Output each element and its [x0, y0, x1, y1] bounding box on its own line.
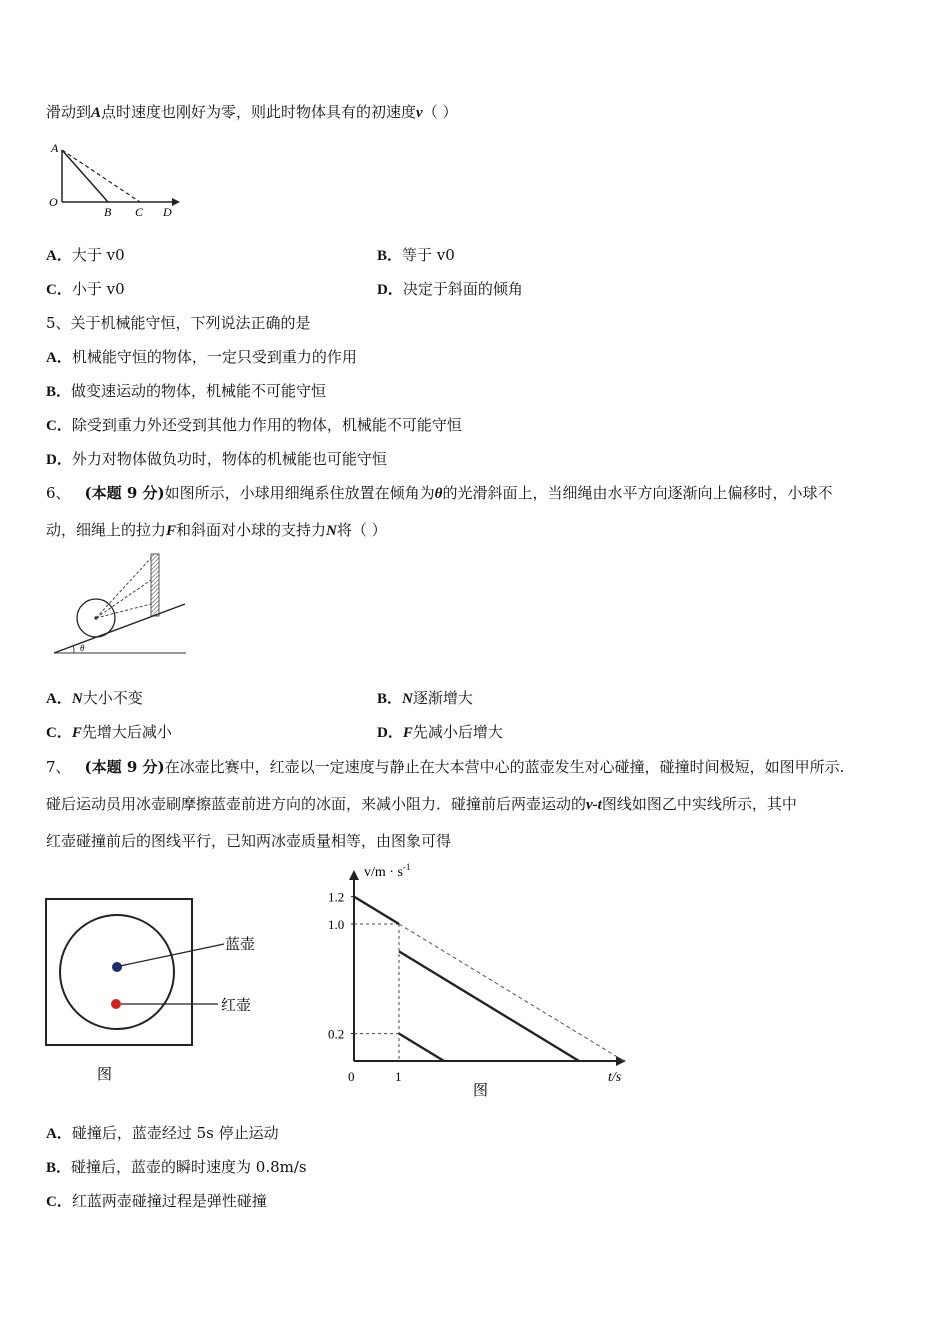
y-tick-label-0: 1.2 — [328, 889, 345, 905]
rope-3 — [96, 604, 151, 618]
sheet-frame — [46, 899, 192, 1045]
q7-option-a[interactable]: A．碰撞后，蓝壶经过 5s 停止运动 — [46, 1124, 279, 1142]
blue-label: 蓝壶 — [225, 937, 256, 953]
q7-stem-line1: 7、 (本题 9 分)在冰壶比赛中，红壶以一定速度与静止在大本营中心的蓝壶发生对心碰撞，碰撞时间极短，如图甲所示. — [46, 758, 845, 776]
wall — [151, 554, 159, 616]
q5-stem: 5、关于机械能守恒，下列说法正确的是 — [46, 314, 311, 332]
y-axis-arrow-icon — [349, 870, 359, 880]
q4-option-d[interactable]: D．决定于斜面的倾角 — [377, 280, 523, 298]
red-stone — [111, 999, 121, 1009]
q7-stem-line2: 碰后运动员用冰壶刷摩擦蓝壶前进方向的冰面，来减小阻力．碰撞前后两壶运动的v-t图线如图乙中实线所示，其中 — [46, 795, 797, 813]
blue-stone — [112, 962, 122, 972]
y-axis-label: $v/m \cdot s^{-1}$ — [364, 862, 411, 880]
incline-ab — [62, 150, 108, 202]
q4-option-b[interactable]: B．等于 v0 — [377, 246, 455, 264]
q7-stem-line3: 红壶碰撞前后的图线平行，已知两冰壶质量相等，由图象可得 — [46, 832, 452, 850]
chart-caption: 图 — [473, 1083, 489, 1099]
y-tick-label-1: 1.0 — [328, 917, 345, 932]
fig-left-caption: 图 — [97, 1067, 113, 1083]
axis-arrow-icon — [172, 198, 180, 206]
q5-option-d[interactable]: D．外力对物体做负功时，物体的机械能也可能守恒 — [46, 450, 387, 468]
rope-1 — [96, 558, 151, 618]
intro-line: 滑动到A点时速度也刚好为零，则此时物体具有的初速度v（ ） — [46, 103, 458, 121]
q6-stem-line2: 动，细绳上的拉力F和斜面对小球的支持力N将（ ） — [46, 521, 387, 539]
blue-pointer — [120, 944, 224, 966]
label-c: C — [135, 205, 144, 219]
rope-2 — [96, 580, 151, 618]
series-line-1 — [399, 951, 579, 1061]
x-tick-label-1: 1 — [395, 1069, 402, 1084]
x-tick-label-0: 0 — [348, 1069, 355, 1084]
q4-option-a[interactable]: A．大于 v0 — [46, 246, 125, 264]
x-axis-arrow-icon — [616, 1056, 626, 1066]
q6-option-b[interactable]: B．N逐渐增大 — [377, 689, 473, 707]
q7-option-b[interactable]: B．碰撞后，蓝壶的瞬时速度为 0.8m/s — [46, 1158, 307, 1176]
label-o: O — [49, 195, 58, 209]
q6-option-a[interactable]: A．N大小不变 — [46, 689, 143, 707]
theta-label: θ — [80, 643, 85, 653]
q6-option-c[interactable]: C．F先增大后减小 — [46, 723, 172, 741]
ball-slope-figure — [50, 552, 190, 660]
curling-figure — [44, 897, 274, 1087]
q5-option-b[interactable]: B．做变速运动的物体，机械能不可能守恒 — [46, 382, 327, 400]
series-line-0 — [354, 897, 399, 924]
y-tick-label-2: 0.2 — [328, 1026, 345, 1042]
q7-option-c[interactable]: C．红蓝两壶碰撞过程是弹性碰撞 — [46, 1192, 267, 1210]
label-b: B — [104, 205, 112, 219]
vt-chart — [318, 858, 638, 1103]
series-line-3 — [399, 924, 624, 1061]
incline-figure — [46, 140, 186, 220]
q5-option-a[interactable]: A．机械能守恒的物体，一定只受到重力的作用 — [46, 348, 357, 366]
series-line-2 — [399, 1034, 444, 1061]
label-a: A — [51, 141, 59, 155]
q4-option-c[interactable]: C．小于 v0 — [46, 280, 125, 298]
q6-option-d[interactable]: D．F先减小后增大 — [377, 723, 503, 741]
q5-option-c[interactable]: C．除受到重力外还受到其他力作用的物体，机械能不可能守恒 — [46, 416, 462, 434]
label-d: D — [163, 205, 172, 219]
x-axis-label: t/s — [608, 1070, 622, 1085]
q6-stem-line1: 6、 (本题 9 分)如图所示，小球用细绳系住放置在倾角为θ的光滑斜面上，当细绳由水平方向逐渐向上偏移时，小球不 — [46, 484, 833, 502]
red-label: 红壶 — [221, 998, 252, 1014]
